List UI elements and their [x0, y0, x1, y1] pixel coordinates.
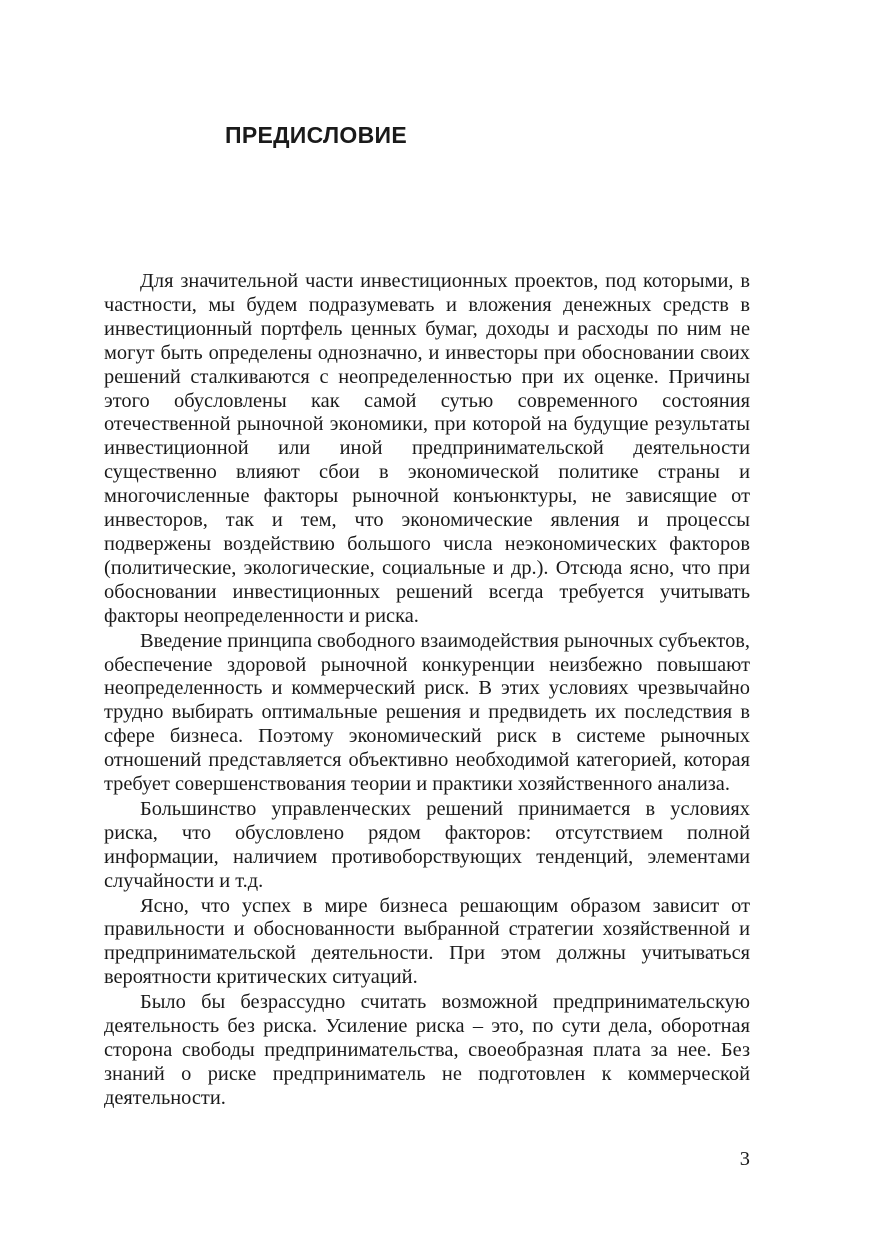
paragraph-2: Введение принципа свободного взаимодействия рыночных субъектов, обеспечение здоровой рыночной конкуренции неизбежно повышают неопределенность и коммерческий риск. В этих условиях чрезвычайно трудно выбирать оптимальные решения и предвидеть их последствия в сфере бизнеса. Поэтому экономический риск в системе рыночных отношений представляется объективно необходимой категорией, которая требует совершенствования теории и практики хозяйственного анализа.: [104, 629, 750, 796]
paragraph-5: Было бы безрассудно считать возможной предпринимательскую деятельность без риска. Усиление риска – это, по сути дела, оборотная сторона свободы предпринимательства, своеобразная плата за нее. Без знаний о риске предприниматель не подготовлен к коммерческой деятельности.: [104, 991, 750, 1109]
paragraph-3: Большинство управленческих решений принимается в условиях риска, что обусловлено рядом факторов: отсутствием полной информации, наличием противоборствующих тенденций, элементами случайности и т.д.: [104, 797, 750, 892]
paragraph-1: Для значительной части инвестиционных проектов, под которыми, в частности, мы будем подразумевать и вложения денежных средств в инвестиционный портфель ценных бумаг, доходы и расходы по ним не могут быть определены однозначно, и инвесторы при обосновании своих решений сталкиваются с неопределенностью при их оценке. Причины этого обусловлены как самой сутью современного состояния отечественной рыночной экономики, при которой на будущие результаты инвестиционной или иной предпринимательской деятельности существенно влияют сбои в экономической политике страны и многочисленные факторы рыночной конъюнктуры, не зависящие от инвесторов, так и тем, что экономические явления и процессы подвержены воздействию большого числа неэкономических факторов (политические, экологические, социальные и др.). Отсюда ясно, что при обосновании инвестиционных решений всегда требуется учитывать факторы неопределенности и риска.: [104, 270, 750, 627]
page-title: ПРЕДИСЛОВИЕ: [225, 122, 407, 148]
page-number: 3: [739, 1148, 750, 1170]
paragraph-4: Ясно, что успех в мире бизнеса решающим образом зависит от правильности и обоснованности выбранной стратегии хозяйственной и предпринимательской деятельности. При этом должны учитываться вероятности критических ситуаций.: [104, 894, 750, 989]
body-text: [104, 270, 750, 1112]
